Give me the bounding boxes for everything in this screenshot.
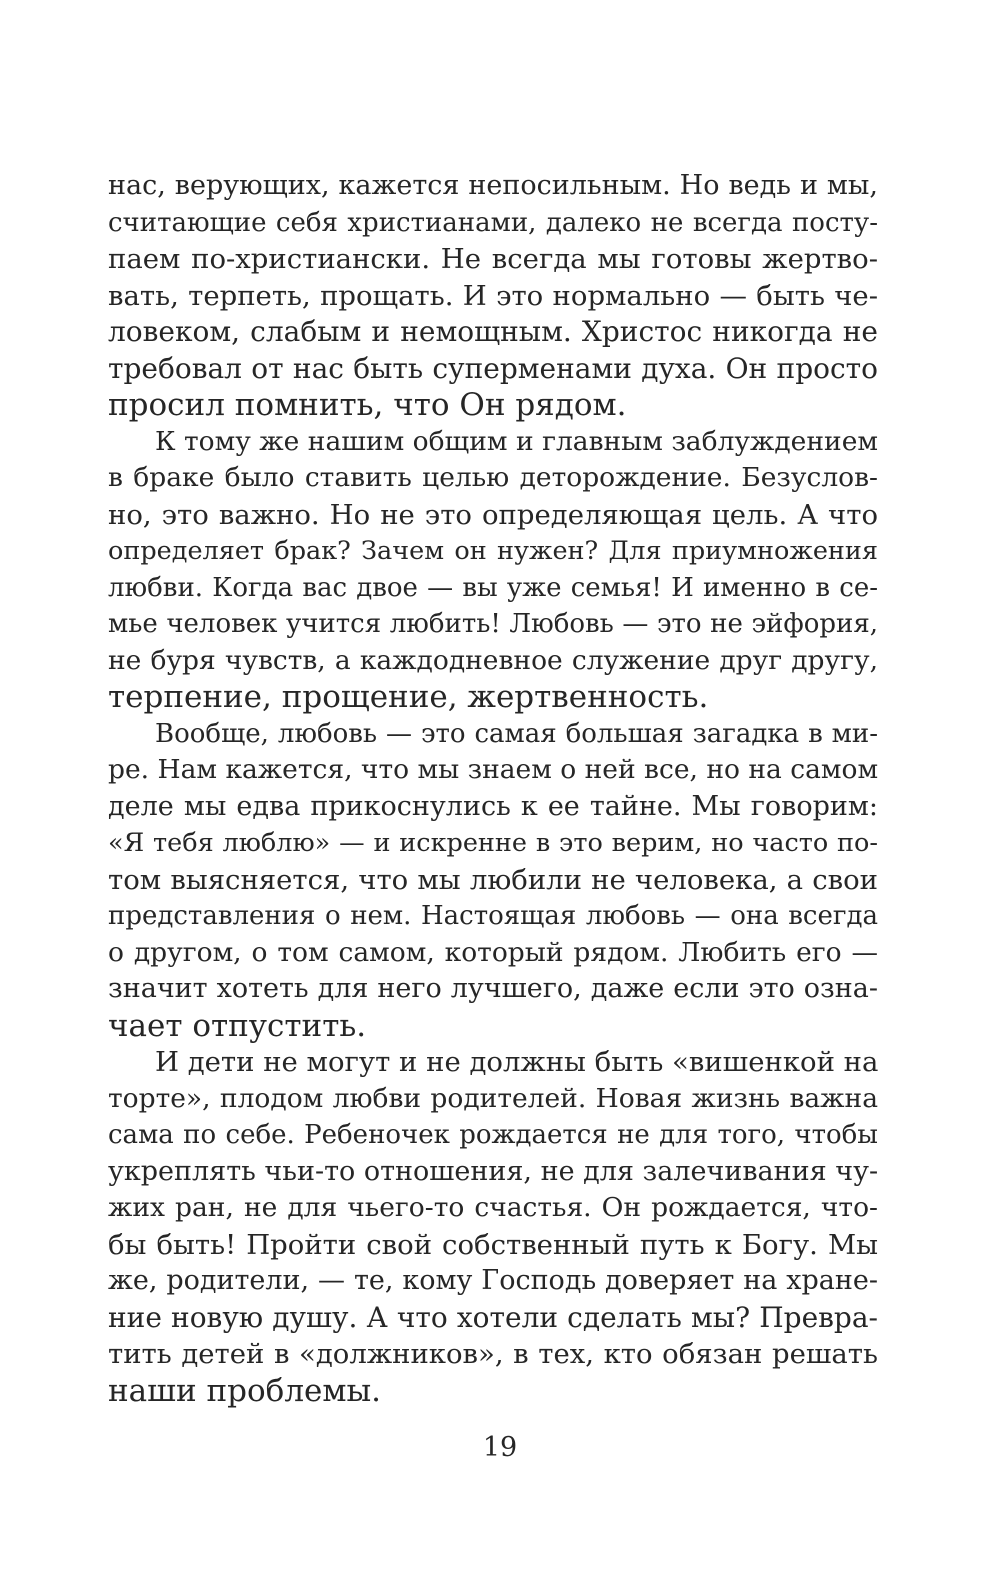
text-line: деле мы едва прикоснулись к ее тайне. Мы говорим: — [108, 790, 878, 822]
text-line: чает отпустить. — [108, 1007, 367, 1044]
text-line: бы быть! Пройти свой собственный путь к Богу. Мы — [108, 1228, 878, 1261]
text-line: представления о нем. Настоящая любовь — она всегда — [108, 901, 878, 931]
text-line: ловеком, слабым и немощным. Христос никогда не — [108, 315, 878, 348]
page-number: 19 — [482, 1432, 518, 1463]
text-line: значит хотеть для него лучшего, даже если это озна- — [108, 973, 878, 1004]
text-line: К тому же нашим общим и главным заблуждением — [155, 425, 878, 457]
text-line: паем по-христиански. Не всегда мы готовы жертво- — [108, 243, 878, 275]
text-line: укреплять чьи-то отношения, не для залечивания чу- — [108, 1155, 879, 1187]
text-line: «Я тебя люблю» — и искренне в это верим, но часто по- — [108, 828, 878, 858]
text-line: о другом, о том самом, который рядом. Любить его — — [108, 936, 878, 968]
text-line: И дети не могут и не должны быть «вишенкой на — [155, 1046, 879, 1078]
text-line: определяет брак? Зачем он нужен? Для приумножения — [108, 536, 878, 566]
text-line: наши проблемы. — [108, 1372, 381, 1409]
text-line: нас, верующих, кажется непосильным. Но ведь и мы, — [108, 170, 878, 201]
text-line: жих ран, не для чьего-то счастья. Он рождается, что- — [108, 1192, 878, 1223]
text-line: мье человек учится любить! Любовь — это не эйфория, — [108, 609, 878, 639]
text-line: любви. Когда вас двое — вы уже семья! И именно в се- — [108, 572, 878, 603]
text-line: Вообще, любовь — это самая большая загадка в ми- — [155, 718, 878, 749]
text-line: считающие себя христианами, далеко не всегда посту- — [108, 207, 878, 238]
text-line: том выясняется, что мы любили не человека, а свои — [108, 863, 878, 896]
text-line: торте», плодом любви родителей. Новая жизнь важна — [108, 1082, 878, 1114]
text-line: сама по себе. Ребеночек рождается не для того, чтобы — [108, 1120, 878, 1150]
text-line: тить детей в «должников», в тех, кто обязан решать — [108, 1338, 878, 1370]
text-line: но, это важно. Но не это определяющая цель. А что — [108, 498, 878, 531]
text-line: ре. Нам кажется, что мы знаем о ней все, но на самом — [108, 754, 879, 785]
text-line: просил помнить, что Он рядом. — [108, 387, 627, 423]
text-line: в браке было ставить целью деторождение. Безуслов- — [108, 462, 878, 493]
text-line: же, родители, — те, кому Господь доверяет на хране- — [108, 1265, 878, 1296]
text-line: требовал от нас быть суперменами духа. Он просто — [108, 351, 878, 385]
body-text — [108, 168, 878, 1409]
text-line: вать, терпеть, прощать. И это нормально — быть че- — [108, 279, 878, 312]
text-line: терпение, прощение, жертвенность. — [108, 679, 709, 715]
text-line: ние новую душу. А что хотели сделать мы? Превра- — [108, 1300, 878, 1334]
text-line: не буря чувств, а каждодневное служение друг другу, — [108, 644, 878, 676]
